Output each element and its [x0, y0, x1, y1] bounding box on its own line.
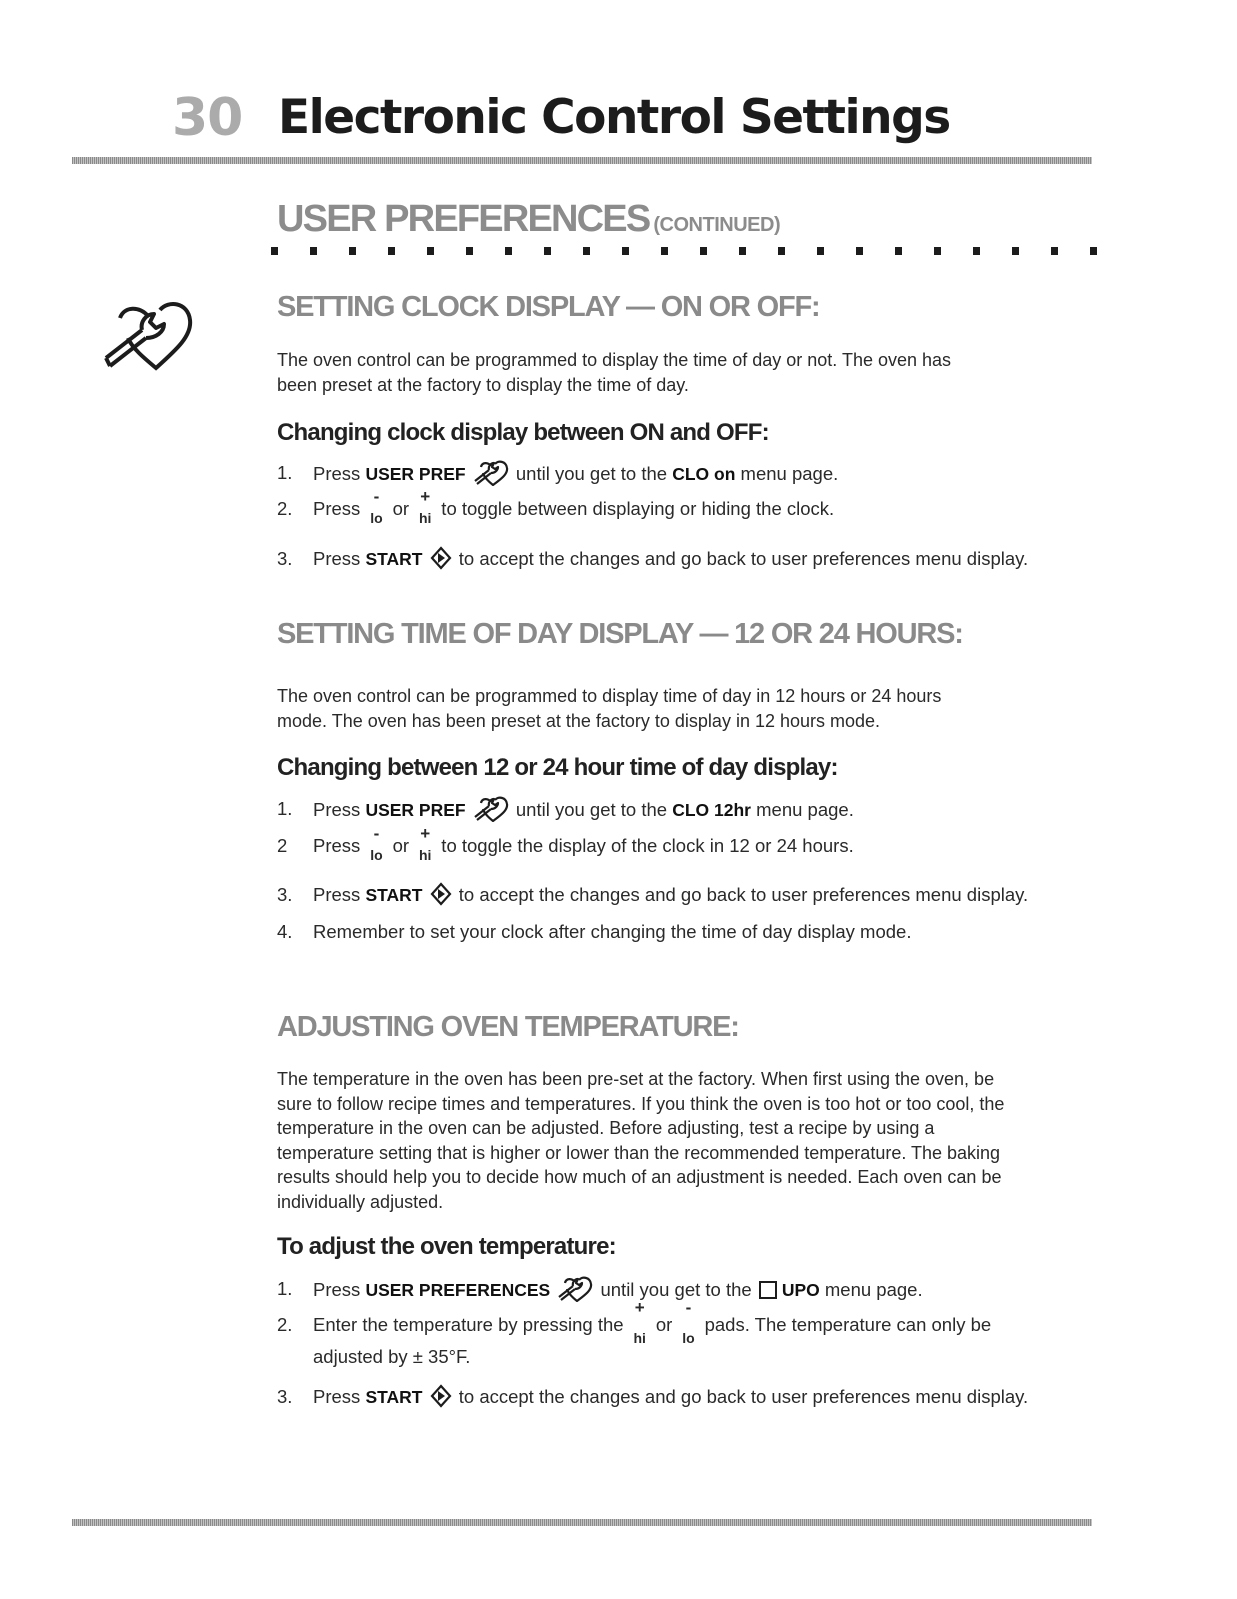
- pad-symbol: -: [373, 487, 380, 506]
- display-code: CLO 12hr: [672, 800, 751, 820]
- pad-symbol: +: [420, 824, 431, 843]
- display-code: CLO on: [672, 464, 736, 484]
- time-display-subheading: Changing between 12 or 24 hour time of day display:: [277, 754, 838, 781]
- step-number: 2.: [277, 498, 293, 519]
- intro-line: The oven control can be programmed to display the time of day or not. The oven has: [277, 350, 952, 370]
- step-text: Press: [313, 498, 366, 519]
- clock-display-subheading: Changing clock display between ON and OFF:: [277, 419, 769, 446]
- step-number: 1.: [277, 462, 293, 483]
- wrench-heart-icon: [473, 796, 509, 822]
- header-rule: [72, 157, 1092, 164]
- lo-pad-icon: [677, 1298, 699, 1346]
- lo-pad-icon: [365, 824, 387, 863]
- step-number: 4.: [277, 921, 293, 942]
- step-text: Press: [313, 1386, 366, 1407]
- step-number: 1.: [277, 1278, 293, 1299]
- intro-line: temperature in the oven can be adjusted. Before adjusting, test a recipe by using a: [277, 1118, 935, 1138]
- pad-label: hi: [633, 1330, 646, 1346]
- intro-line: individually adjusted.: [277, 1191, 444, 1212]
- step-text: adjusted by ± 35°F.: [313, 1346, 471, 1367]
- square-outline-icon: [759, 1281, 777, 1299]
- step-text: or: [387, 835, 415, 856]
- wrench-heart-icon: [102, 300, 196, 374]
- pad-label: hi: [418, 510, 432, 526]
- step-text: or: [387, 498, 415, 519]
- step-text: Press: [313, 884, 366, 905]
- key-label: START: [365, 1387, 423, 1407]
- page-title: Electronic Control Settings: [278, 90, 950, 145]
- step-text: menu page.: [750, 799, 854, 820]
- step-number: 3.: [277, 548, 293, 569]
- oven-temp-heading: ADJUSTING OVEN TEMPERATURE:: [277, 1011, 739, 1043]
- step-text: to toggle the display of the clock in 12 or 24 hours.: [436, 835, 854, 856]
- key-label: USER PREF: [365, 464, 466, 484]
- step-number: 3.: [277, 884, 293, 905]
- intro-line: The oven control can be programmed to display time of day in 12 hours or 24 hours: [277, 686, 942, 706]
- footer-rule: [72, 1519, 1092, 1526]
- step-text: to toggle between displaying or hiding the clock.: [436, 498, 835, 519]
- step-text: Enter the temperature by pressing the: [313, 1314, 629, 1335]
- section-heading: [277, 198, 780, 241]
- intro-line: temperature setting that is higher or lower than the recommended temperature. The baking: [277, 1142, 1001, 1163]
- oven-temp-subheading: To adjust the oven temperature:: [277, 1233, 616, 1260]
- step-number: 2: [277, 835, 288, 856]
- intro-line: mode. The oven has been preset at the factory to display in 12 hours mode.: [277, 710, 881, 731]
- oven-temp-intro: [277, 1067, 1097, 1214]
- step-text: Press: [313, 835, 366, 856]
- step-text: Remember to set your clock after changing the time of day display mode.: [313, 921, 912, 942]
- step-text: Press: [313, 1279, 366, 1300]
- step-text: to accept the changes and go back to user preferences menu display.: [453, 884, 1029, 905]
- start-diamond-icon: [430, 882, 452, 906]
- section-title: USER PREFERENCES: [277, 198, 650, 240]
- step-text: or: [650, 1314, 678, 1335]
- intro-line: sure to follow recipe times and temperatures. If you think the oven is too hot or too cool, the: [277, 1093, 1005, 1114]
- step-text: pads. The temperature can only be: [699, 1314, 992, 1335]
- wrench-heart-icon: [557, 1276, 593, 1302]
- step-text: Press: [313, 548, 366, 569]
- display-code: UPO: [781, 1280, 820, 1300]
- lo-pad-icon: [365, 487, 387, 526]
- step-number: 1.: [277, 798, 293, 819]
- time-display-intro: [277, 684, 1097, 733]
- step-text: Press: [313, 799, 366, 820]
- step-text: to accept the changes and go back to user preferences menu display.: [453, 1386, 1029, 1407]
- dot-divider: [271, 247, 1097, 256]
- time-display-heading: SETTING TIME OF DAY DISPLAY — 12 OR 24 HOURS:: [277, 618, 963, 650]
- intro-line: results should help you to decide how much of an adjustment is needed. Each oven can be: [277, 1167, 1002, 1187]
- start-diamond-icon: [430, 546, 452, 570]
- step-text: to accept the changes and go back to user preferences menu display.: [453, 548, 1029, 569]
- wrench-heart-icon: [473, 460, 509, 486]
- pad-symbol: -: [373, 824, 380, 843]
- clock-display-heading: SETTING CLOCK DISPLAY — ON OR OFF:: [277, 291, 820, 323]
- step-number: 2.: [277, 1314, 293, 1335]
- step-text: Press: [313, 463, 366, 484]
- step-text: until you get to the: [510, 463, 673, 484]
- start-diamond-icon: [430, 1384, 452, 1408]
- page-number: 30: [172, 88, 243, 148]
- pad-symbol: +: [634, 1298, 645, 1317]
- intro-line: The temperature in the oven has been pre-set at the factory. When first using the oven, be: [277, 1069, 995, 1089]
- pad-label: hi: [418, 847, 432, 863]
- clock-display-intro: [277, 348, 1097, 397]
- key-label: USER PREF: [365, 800, 466, 820]
- hi-pad-icon: [629, 1298, 651, 1346]
- key-label: START: [365, 885, 423, 905]
- key-label: USER PREFERENCES: [365, 1280, 551, 1300]
- pad-symbol: +: [420, 487, 431, 506]
- hi-pad-icon: [414, 487, 436, 526]
- step-text: menu page.: [819, 1279, 923, 1300]
- pad-label: lo: [370, 847, 383, 863]
- step-text: until you get to the: [595, 1279, 757, 1300]
- section-subtitle: (CONTINUED): [653, 214, 781, 236]
- pad-symbol: -: [685, 1298, 692, 1317]
- step-number: 3.: [277, 1386, 293, 1407]
- step-text: until you get to the: [510, 799, 673, 820]
- step-text: menu page.: [735, 463, 839, 484]
- intro-line: been preset at the factory to display the time of day.: [277, 374, 689, 395]
- key-label: START: [365, 549, 423, 569]
- hi-pad-icon: [414, 824, 436, 863]
- pad-label: lo: [370, 510, 383, 526]
- pad-label: lo: [682, 1330, 695, 1346]
